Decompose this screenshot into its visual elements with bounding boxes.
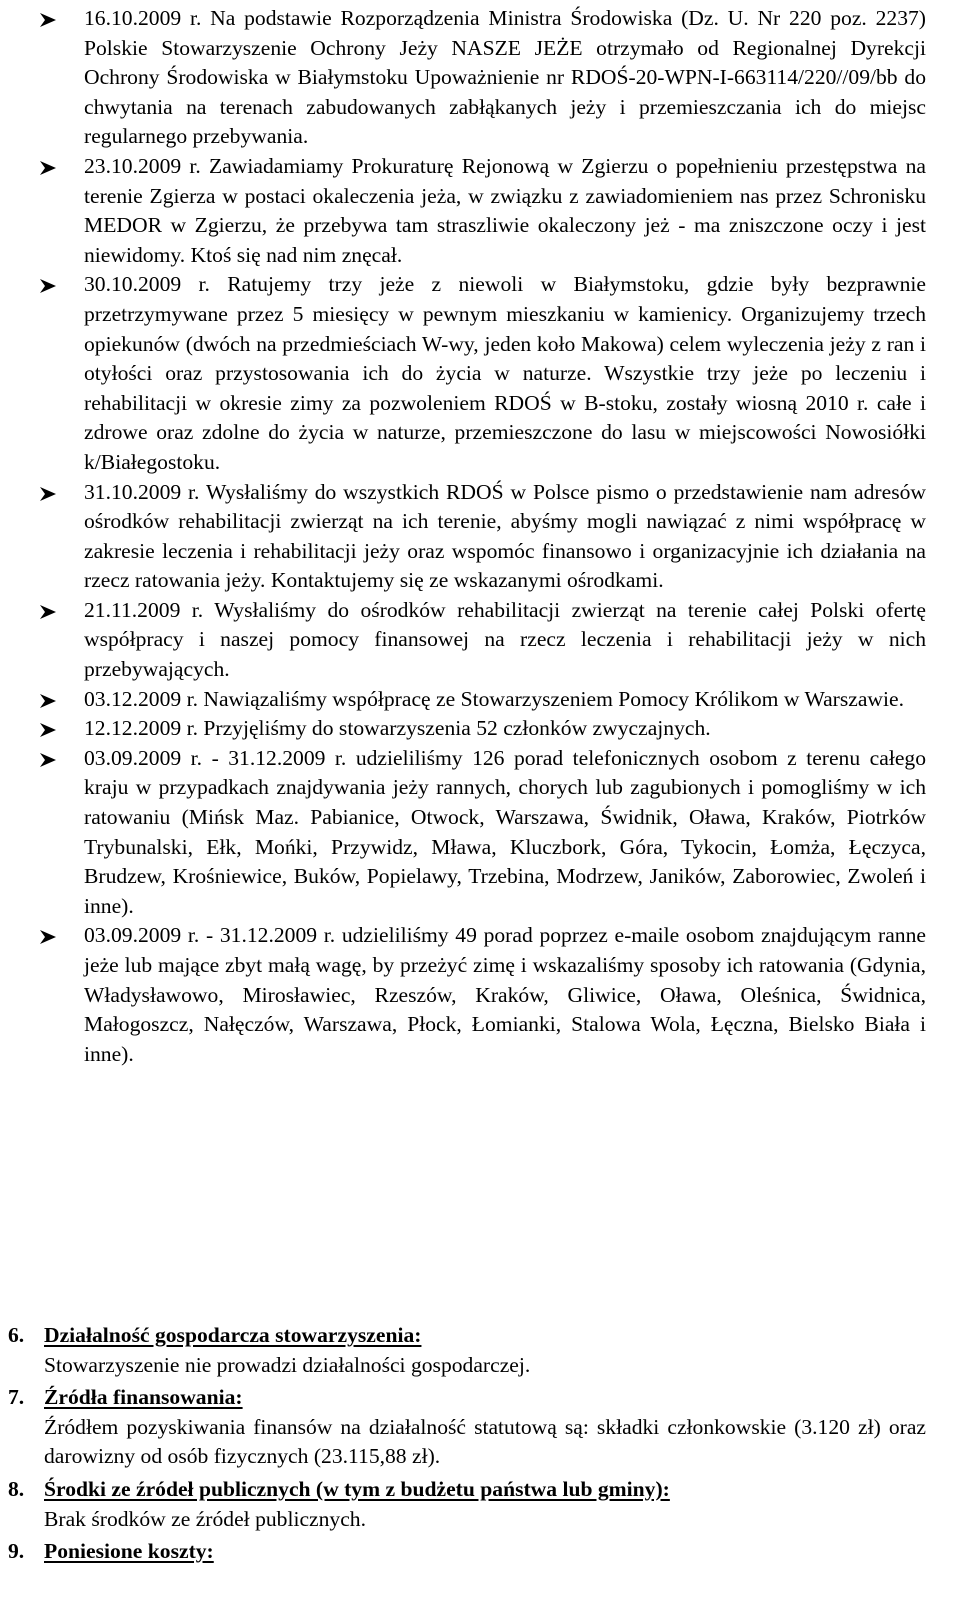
section-number: 6. — [8, 1323, 25, 1347]
list-item — [40, 744, 926, 922]
list-item — [40, 478, 926, 596]
section-business-activity — [8, 1321, 926, 1380]
list-item-text: 03.09.2009 r. - 31.12.2009 r. udzieliliśmy 49 porad poprzez e-maile osobom znajdującym ranne jeże lub mające zbyt małą wagę, by przeżyć zimę i wskazaliśmy sposoby ich ratowania (Gdynia, Władysławowo, Mirosławiec, Rzeszów, Kraków, Gliwice, Oława, Oleśnica, Świdnica, Małogoszcz, Nałęczów, Warszawa, Płock, Łomianki, Stalowa Wola, Łęczna, Bielsko Biała i inne). — [84, 923, 926, 1066]
section-body: Źródłem pozyskiwania finansów na działalność statutową są: składki członkowskie (3.120 zł) oraz darowizny od osób fizycznych (23.115,88 zł). — [44, 1414, 926, 1469]
list-item — [40, 152, 926, 270]
list-item-text: 31.10.2009 r. Wysłaliśmy do wszystkich RDOŚ w Polsce pismo o przedstawienie nam adresów ośrodków rehabilitacji zwierząt na ich terenie, abyśmy mogli nawiązać z nimi współpracę w zakresie leczenia i rehabilitacji jeży oraz wspomóc finansowo i organizacyjnie ich działania na rzecz ratowania jeży. Kontaktujemy się ze wskazanymi ośrodkami. — [84, 479, 926, 593]
list-item — [40, 714, 926, 744]
list-item — [40, 685, 926, 715]
list-item-text: 12.12.2009 r. Przyjęliśmy do stowarzyszenia 52 członków zwyczajnych. — [84, 716, 711, 741]
section-heading: Środki ze źródeł publicznych (w tym z budżetu państwa lub gminy): — [44, 1476, 670, 1501]
section-number: 7. — [8, 1385, 25, 1410]
list-item-text: 03.09.2009 r. - 31.12.2009 r. udzieliliśmy 126 porad telefonicznych osobom z terenu całego kraju w przypadkach znajdywania jeży rannych, chorych lub zagubionych i pomogliśmy w ich ratowaniu (Mińsk Maz. Pabianice, Otwock, Warszawa, Świdnik, Oława, Kraków, Piotrków Trybunalski, Ełk, Mońki, Przywidz, Mława, Kluczbork, Góra, Tykocin, Łomża, Łęczyca, Brudzew, Krośniewice, Buków, Popielawy, Trzebina, Modrzew, Janików, Zaborowiec, Zwoleń i inne). — [84, 745, 926, 918]
list-item-text: 21.11.2009 r. Wysłaliśmy do ośrodków rehabilitacji zwierząt na terenie całej Polski ofertę współpracy i naszej pomocy finansowej na rzecz leczenia i rehabilitacji jeży w nich przebywających. — [84, 597, 926, 682]
list-item — [40, 921, 926, 1069]
list-item-text: 03.12.2009 r. Nawiązaliśmy współpracę ze Stowarzyszeniem Pomocy Królikom w Warszawie. — [84, 686, 905, 711]
activity-list — [40, 4, 926, 1069]
arrow-bullet-icon — [40, 279, 56, 293]
section-number: 9. — [8, 1539, 25, 1564]
list-item-text: 16.10.2009 r. Na podstawie Rozporządzenia Ministra Środowiska (Dz. U. Nr 220 poz. 2237) Polskie Stowarzyszenie Ochrony Jeży NASZE JEŻE otrzymało od Regionalnej Dyrekcji Ochrony Środowiska w Białymstoku Upoważnienie nr RDOŚ-20-WPN-I-663114/220//09/bb do chwytania na terenach zabudowanych zabłąkanych jeży i przemieszczania ich do miejsc regularnego przebywania. — [84, 6, 926, 149]
section-heading: Poniesione koszty: — [44, 1539, 214, 1564]
list-item — [40, 596, 926, 685]
section-public-funds — [8, 1475, 926, 1534]
arrow-bullet-icon — [40, 161, 56, 175]
arrow-bullet-icon — [40, 605, 56, 619]
arrow-bullet-icon — [40, 753, 56, 767]
section-number: 8. — [8, 1476, 25, 1501]
section-heading: Działalność gospodarcza stowarzyszenia: — [44, 1323, 422, 1347]
numbered-sections — [8, 1321, 926, 1570]
section-costs — [8, 1537, 926, 1567]
section-heading: Źródła finansowania: — [44, 1385, 243, 1410]
arrow-bullet-icon — [40, 723, 56, 737]
list-item — [40, 4, 926, 152]
section-funding-sources — [8, 1383, 926, 1472]
arrow-bullet-icon — [40, 694, 56, 708]
section-body: Brak środków ze źródeł publicznych. — [44, 1506, 366, 1531]
list-item-text: 30.10.2009 r. Ratujemy trzy jeże z niewoli w Białymstoku, gdzie były bezprawnie przetrzymywane przez 5 miesięcy w pewnym mieszkaniu w kamienicy. Organizujemy trzech opiekunów (dwóch na przedmieściach W-wy, jeden koło Makowa) celem wyleczenia jeży z ran i otyłości oraz przystosowania ich do życia w naturze. Wszystkie trzy jeże po leczeniu i rehabilitacji w okresie zimy za pozwoleniem RDOŚ w B-stoku, zostały wiosną 2010 r. całe i zdrowe oraz zdolne do życia w naturze, przemieszczone do lasu w miejscowości Nowosiółki k/Białegostoku. — [84, 272, 926, 474]
arrow-bullet-icon — [40, 487, 56, 501]
list-item-text: 23.10.2009 r. Zawiadamiamy Prokuraturę Rejonową w Zgierzu o popełnieniu przestępstwa na terenie Zgierza w postaci okaleczenia jeża, w związku z zawiadomieniem nas przez Schronisku MEDOR w Zgierzu, że przebywa tam straszliwie okaleczony jeż - ma zniszczone oczy i jest niewidomy. Ktoś się nad nim znęcał. — [84, 153, 926, 267]
list-item — [40, 270, 926, 477]
arrow-bullet-icon — [40, 930, 56, 944]
section-body: Stowarzyszenie nie prowadzi działalności gospodarczej. — [44, 1352, 531, 1377]
arrow-bullet-icon — [40, 13, 56, 27]
